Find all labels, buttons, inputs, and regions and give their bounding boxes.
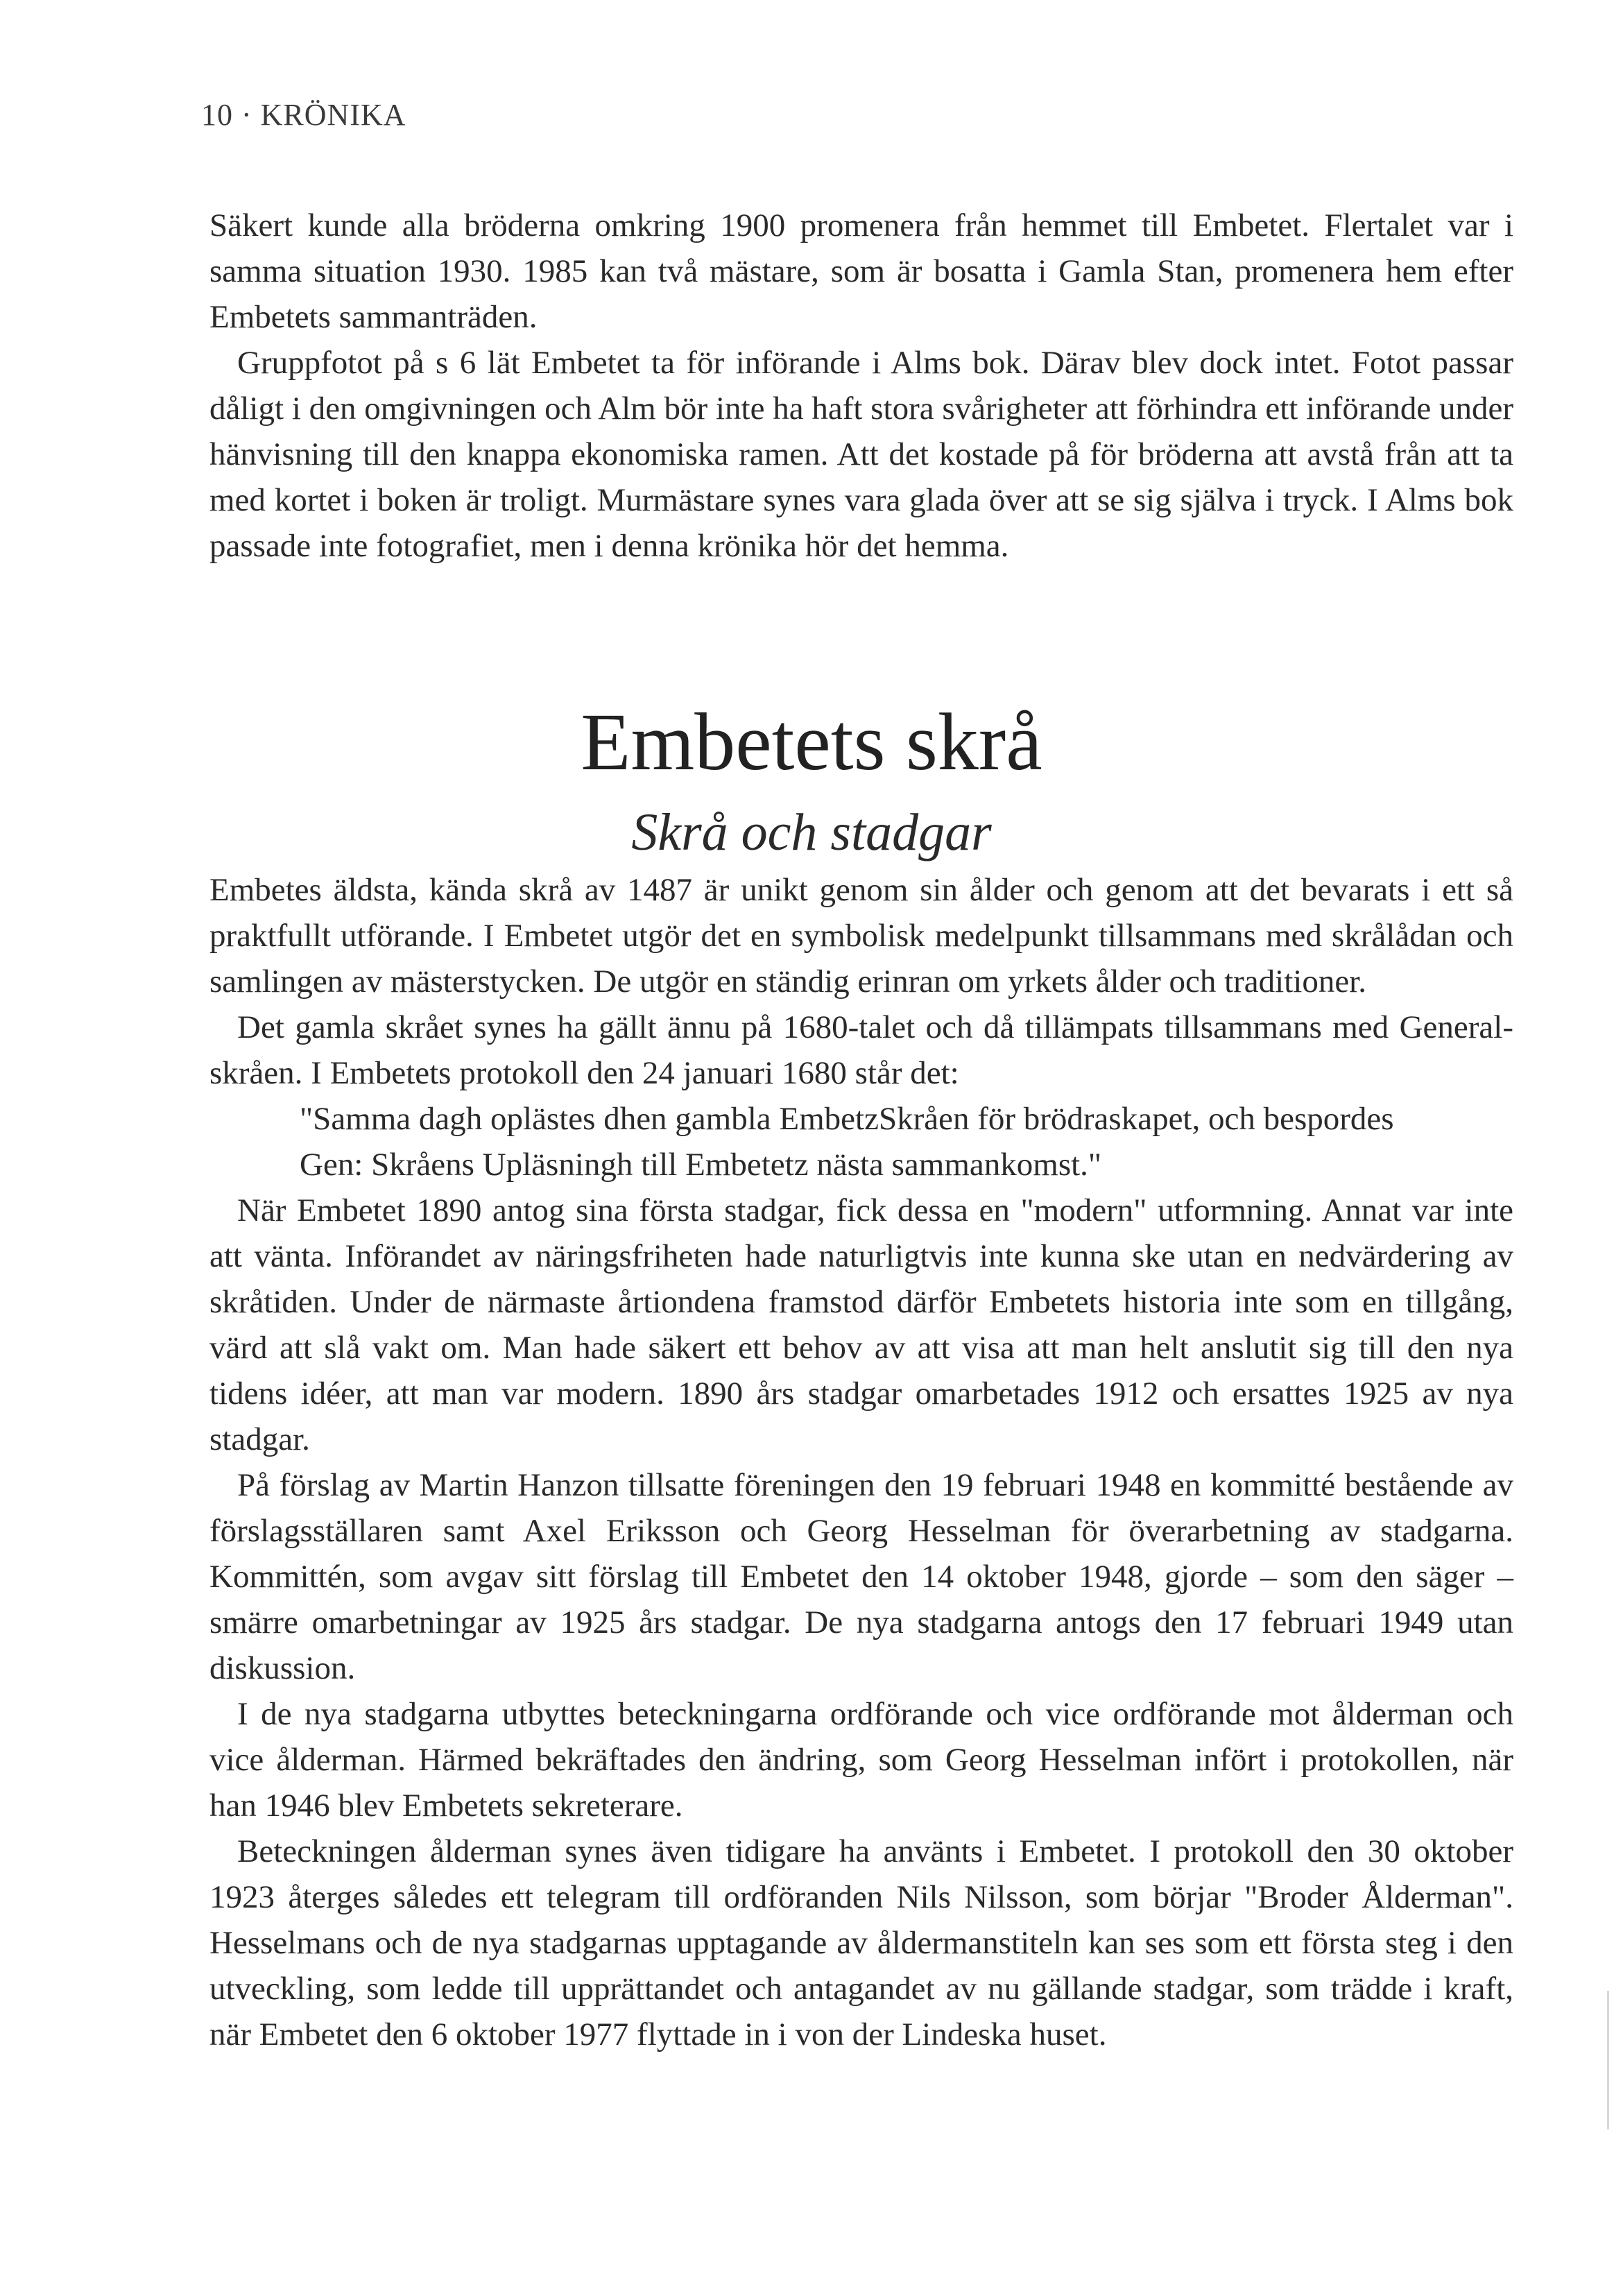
main-paragraph-4: På förslag av Martin Hanzon tillsatte föreningen den 19 februari 1948 en kommitté bestående av förslagsställaren samt Axel Eriksson och Georg Hesselman för överarbetning av stadgarna. Kommittén, som avgav sitt förslag till Embetet den 14 oktober 1948, gjorde – som den säger – smärre omarbetningar av 1925 års stadgar. De nya stadgarna antogs den 17 februari 1949 utan diskussion. (209, 1467, 1513, 1686)
intro-paragraph-2: Gruppfotot på s 6 lät Embetet ta för införande i Alms bok. Därav blev dock intet. Fotot passar dåligt i den omgivningen och Alm bör inte ha haft stora svårigheter att förhindra ett införande under hänvisning till den knappa ekonomiska ramen. Att det kostade på för bröderna att avstå från att ta med kortet i boken är troligt. Murmästare synes vara glada över att se sig själva i tryck. I Alms bok passade inte fotografiet, men i denna krönika hör det hemma. (209, 345, 1513, 564)
protocol-quote: "Samma dagh oplästes dhen gambla EmbetzSkråen för brödraskapet, och bespordes Gen: Skråens Upläsningh till Embetetz nästa sammankomst." (300, 1101, 1394, 1183)
running-head: 10 · KRÖNIKA (201, 98, 406, 132)
intro-paragraph-1: Säkert kunde alla bröderna omkring 1900 promenera från hemmet till Embetet. Flertalet var i samma situation 1930. 1985 kan två mästare, som är bosatta i Gamla Stan, promenera hem efter Embetets sammanträden. (209, 207, 1513, 335)
main-paragraph-5: I de nya stadgarna utbyttes beteckningarna ordförande och vice ordförande mot ålderman och vice ålderman. Härmed bekräftades den ändring, som Georg Hesselman infört i protokollen, när han 1946 blev Embetets sekreterare. (209, 1696, 1513, 1824)
section-title: Embetets skrå (581, 696, 1042, 787)
main-paragraph-2: Det gamla skrået synes ha gällt ännu på 1680-talet och då tillämpats tillsammans med General-skråen. I Embetets protokoll den 24 januari 1680 står det: (209, 1009, 1513, 1091)
section-subtitle: Skrå och stadgar (631, 803, 992, 862)
main-paragraph-6: Beteckningen ålderman synes även tidigare ha använts i Embetet. I protokoll den 30 oktober 1923 återges således ett telegram till ordföranden Nils Nilsson, som börjar "Broder Ålderman". Hesselmans och de nya stadgarnas upptagande av åldermanstiteln kan ses som ett första steg i den utveckling, som ledde till upprättandet och antagandet av nu gällande stadgar, som trädde i kraft, när Embetet den 6 oktober 1977 flyttade in i von der Lindeska huset. (209, 1833, 1513, 2053)
intro-text (209, 203, 1513, 569)
main-paragraph-1: Embetes äldsta, kända skrå av 1487 är unikt genom sin ålder och genom att det bevarats i ett så praktfullt utförande. I Embetet utgör det en symbolisk medelpunkt tillsammans med skrålådan och samlingen av mästerstycken. De utgör en ständig erinran om yrkets ålder och traditioner. (209, 872, 1513, 1000)
main-text (209, 867, 1513, 2057)
page-edge-shadow (1607, 1991, 1609, 2130)
main-paragraph-3: När Embetet 1890 antog sina första stadgar, fick dessa en "modern" utformning. Annat var inte att vänta. Införandet av näringsfriheten hade naturligtvis inte kunna ske utan en nedvärdering av skråtiden. Under de närmaste årtiondena framstod därför Embetets historia inte som en tillgång, värd att slå vakt om. Man hade säkert ett behov av att visa att man helt anslutit sig till den nya tidens idéer, att man var modern. 1890 års stadgar omarbetades 1912 och ersattes 1925 av nya stadgar. (209, 1192, 1513, 1457)
